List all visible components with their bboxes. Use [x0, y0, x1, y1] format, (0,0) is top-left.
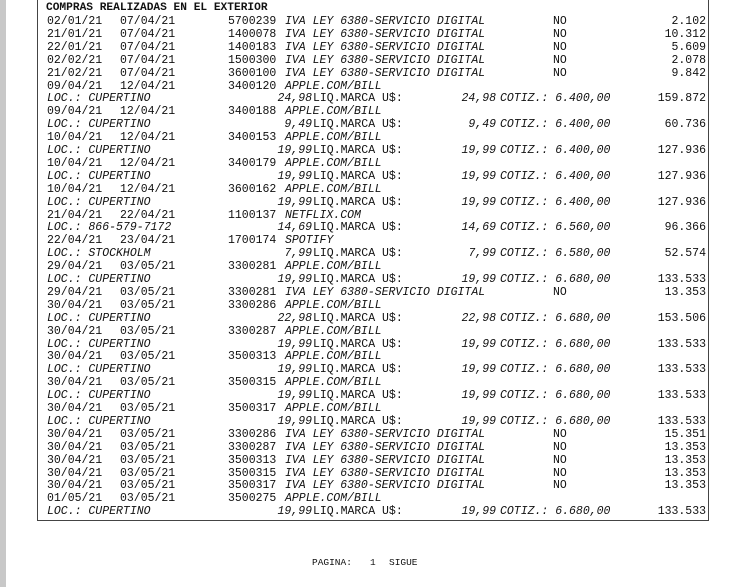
purchase-date: 30/04/21 — [47, 324, 103, 338]
exchange-rate: COTIZ.: 6.680,00 — [500, 273, 611, 286]
description: APPLE.COM/BILL — [285, 376, 382, 390]
flag: NO — [553, 466, 567, 480]
posting-date: 03/05/21 — [120, 376, 176, 390]
location: LOC.: CUPERTINO — [47, 505, 151, 519]
flag: NO — [553, 66, 567, 80]
original-amount: 22,98 — [277, 311, 312, 325]
description: APPLE.COM/BILL — [285, 156, 382, 170]
purchase-date: 30/04/21 — [47, 466, 103, 480]
purchase-date: 02/01/21 — [47, 15, 103, 28]
posting-date: 12/04/21 — [120, 105, 176, 119]
posting-date: 22/04/21 — [120, 208, 176, 222]
voucher-number: 3500313 — [228, 350, 277, 364]
voucher-number: 3400188 — [228, 105, 277, 119]
description: IVA LEY 6380-SERVICIO DIGITAL — [285, 53, 486, 67]
exchange-rate: COTIZ.: 6.400,00 — [500, 118, 611, 132]
exchange-rate: COTIZ.: 6.680,00 — [500, 389, 611, 403]
amount: 133.533 — [657, 414, 706, 428]
voucher-number: 3600162 — [228, 182, 277, 196]
purchase-date: 30/04/21 — [47, 479, 103, 493]
exchange-rate: COTIZ.: 6.580,00 — [500, 247, 611, 261]
amount: 52.574 — [664, 247, 706, 261]
voucher-number: 3300287 — [228, 324, 277, 338]
amount: 13.353 — [664, 479, 706, 493]
voucher-number: 3400179 — [228, 156, 277, 170]
voucher-number: 1400078 — [228, 27, 277, 41]
description: APPLE.COM/BILL — [285, 105, 382, 119]
voucher-number: 3300286 — [228, 427, 277, 441]
amount: 9.842 — [671, 66, 706, 80]
flag: NO — [553, 285, 567, 299]
original-amount: 19,99 — [277, 363, 312, 377]
posting-date: 03/05/21 — [120, 440, 176, 454]
exchange-rate: COTIZ.: 6.680,00 — [500, 311, 611, 325]
description: IVA LEY 6380-SERVICIO DIGITAL — [285, 27, 486, 41]
amount: 13.353 — [664, 453, 706, 467]
purchase-date: 29/04/21 — [47, 260, 103, 274]
flag: NO — [553, 40, 567, 54]
purchase-date: 21/02/21 — [47, 66, 103, 80]
location: LOC.: STOCKHOLM — [47, 247, 151, 261]
usd-amount: 14,69 — [461, 221, 496, 235]
posting-date: 23/04/21 — [120, 234, 176, 248]
liquidation-label: LIQ.MARCA U$: — [313, 118, 403, 132]
usd-amount: 24,98 — [461, 92, 496, 106]
usd-amount: 19,99 — [461, 363, 496, 377]
voucher-number: 3300287 — [228, 440, 277, 454]
amount: 2.102 — [671, 15, 706, 28]
exchange-rate: COTIZ.: 6.400,00 — [500, 92, 611, 106]
posting-date: 03/05/21 — [120, 402, 176, 415]
purchase-date: 22/04/21 — [47, 234, 103, 248]
purchase-date: 30/04/21 — [47, 402, 103, 415]
amount: 133.533 — [657, 505, 706, 519]
page-label: PAGINA: — [312, 557, 352, 568]
usd-amount: 7,99 — [468, 247, 496, 261]
description: IVA LEY 6380-SERVICIO DIGITAL — [285, 66, 486, 80]
location: LOC.: CUPERTINO — [47, 414, 151, 428]
location: LOC.: CUPERTINO — [47, 389, 151, 403]
amount: 127.936 — [657, 144, 706, 157]
posting-date: 03/05/21 — [120, 479, 176, 493]
location: LOC.: CUPERTINO — [47, 195, 151, 209]
description: APPLE.COM/BILL — [285, 260, 382, 274]
posting-date: 07/04/21 — [120, 27, 176, 41]
description: NETFLIX.COM — [285, 208, 361, 222]
description: APPLE.COM/BILL — [285, 182, 382, 196]
original-amount: 24,98 — [277, 92, 312, 106]
posting-date: 07/04/21 — [120, 40, 176, 54]
description: IVA LEY 6380-SERVICIO DIGITAL — [285, 479, 486, 493]
amount: 133.533 — [657, 363, 706, 377]
voucher-number: 3500317 — [228, 479, 277, 493]
purchase-date: 21/01/21 — [47, 27, 103, 41]
voucher-number: 3600100 — [228, 66, 277, 80]
description: IVA LEY 6380-SERVICIO DIGITAL — [285, 285, 486, 299]
purchase-date: 10/04/21 — [47, 131, 103, 145]
voucher-number: 3500313 — [228, 453, 277, 467]
description: IVA LEY 6380-SERVICIO DIGITAL — [285, 466, 486, 480]
liquidation-label: LIQ.MARCA U$: — [313, 505, 403, 519]
voucher-number: 1700174 — [228, 234, 277, 248]
posting-date: 03/05/21 — [120, 260, 176, 274]
liquidation-label: LIQ.MARCA U$: — [313, 337, 403, 351]
voucher-number: 1100137 — [228, 208, 277, 222]
location: LOC.: CUPERTINO — [47, 337, 151, 351]
voucher-number: 3300286 — [228, 298, 277, 312]
posting-date: 12/04/21 — [120, 79, 176, 93]
location: LOC.: CUPERTINO — [47, 144, 151, 157]
description: APPLE.COM/BILL — [285, 350, 382, 364]
posting-date: 03/05/21 — [120, 453, 176, 467]
liquidation-label: LIQ.MARCA U$: — [313, 414, 403, 428]
flag: NO — [553, 479, 567, 493]
usd-amount: 19,99 — [461, 389, 496, 403]
amount: 60.736 — [664, 118, 706, 132]
posting-date: 12/04/21 — [120, 156, 176, 170]
purchase-date: 30/04/21 — [47, 350, 103, 364]
liquidation-label: LIQ.MARCA U$: — [313, 311, 403, 325]
liquidation-label: LIQ.MARCA U$: — [313, 195, 403, 209]
location: LOC.: CUPERTINO — [47, 363, 151, 377]
description: APPLE.COM/BILL — [285, 324, 382, 338]
page-edge — [0, 0, 6, 587]
original-amount: 19,99 — [277, 414, 312, 428]
voucher-number: 5700239 — [228, 15, 277, 28]
amount: 15.351 — [664, 427, 706, 441]
original-amount: 14,69 — [277, 221, 312, 235]
voucher-number: 3300281 — [228, 285, 277, 299]
amount: 13.353 — [664, 466, 706, 480]
original-amount: 19,99 — [277, 169, 312, 183]
location: LOC.: CUPERTINO — [47, 118, 151, 132]
flag: NO — [553, 440, 567, 454]
voucher-number: 3400120 — [228, 79, 277, 93]
amount: 13.353 — [664, 440, 706, 454]
amount: 5.609 — [671, 40, 706, 54]
exchange-rate: COTIZ.: 6.680,00 — [500, 414, 611, 428]
posting-date: 07/04/21 — [120, 15, 176, 28]
purchase-date: 10/04/21 — [47, 156, 103, 170]
usd-amount: 19,99 — [461, 505, 496, 519]
amount: 133.533 — [657, 389, 706, 403]
amount: 10.312 — [664, 27, 706, 41]
description: APPLE.COM/BILL — [285, 79, 382, 93]
posting-date: 03/05/21 — [120, 427, 176, 441]
posting-date: 03/05/21 — [120, 298, 176, 312]
liquidation-label: LIQ.MARCA U$: — [313, 221, 403, 235]
flag: NO — [553, 27, 567, 41]
amount: 127.936 — [657, 195, 706, 209]
liquidation-label: LIQ.MARCA U$: — [313, 144, 403, 157]
purchase-date: 02/02/21 — [47, 53, 103, 67]
purchase-date: 30/04/21 — [47, 440, 103, 454]
amount: 153.506 — [657, 311, 706, 325]
posting-date: 12/04/21 — [120, 182, 176, 196]
liquidation-label: LIQ.MARCA U$: — [313, 363, 403, 377]
purchase-date: 10/04/21 — [47, 182, 103, 196]
location: LOC.: 866-579-7172 — [47, 221, 172, 235]
posting-date: 03/05/21 — [120, 350, 176, 364]
exchange-rate: COTIZ.: 6.680,00 — [500, 363, 611, 377]
description: IVA LEY 6380-SERVICIO DIGITAL — [285, 15, 486, 28]
usd-amount: 9,49 — [468, 118, 496, 132]
original-amount: 7,99 — [284, 247, 312, 261]
exchange-rate: COTIZ.: 6.680,00 — [500, 505, 611, 519]
purchase-date: 30/04/21 — [47, 376, 103, 390]
description: SPOTIFY — [285, 234, 334, 248]
purchase-date: 09/04/21 — [47, 79, 103, 93]
purchase-date: 21/04/21 — [47, 208, 103, 222]
original-amount: 19,99 — [277, 389, 312, 403]
original-amount: 19,99 — [277, 144, 312, 157]
amount: 96.366 — [664, 221, 706, 235]
description: IVA LEY 6380-SERVICIO DIGITAL — [285, 40, 486, 54]
description: APPLE.COM/BILL — [285, 131, 382, 145]
flag: NO — [553, 453, 567, 467]
amount: 133.533 — [657, 273, 706, 286]
original-amount: 19,99 — [277, 273, 312, 286]
posting-date: 03/05/21 — [120, 492, 176, 506]
voucher-number: 1500300 — [228, 53, 277, 67]
original-amount: 19,99 — [277, 337, 312, 351]
posting-date: 03/05/21 — [120, 324, 176, 338]
amount: 159.872 — [657, 92, 706, 106]
continues-label: SIGUE — [389, 557, 418, 568]
voucher-number: 3500317 — [228, 402, 277, 415]
usd-amount: 19,99 — [461, 337, 496, 351]
original-amount: 9,49 — [284, 118, 312, 132]
location: LOC.: CUPERTINO — [47, 169, 151, 183]
purchase-date: 30/04/21 — [47, 427, 103, 441]
purchase-date: 01/05/21 — [47, 492, 103, 506]
flag: NO — [553, 15, 567, 28]
amount: 13.353 — [664, 285, 706, 299]
voucher-number: 3500315 — [228, 376, 277, 390]
original-amount: 19,99 — [277, 195, 312, 209]
description: IVA LEY 6380-SERVICIO DIGITAL — [285, 453, 486, 467]
amount: 127.936 — [657, 169, 706, 183]
voucher-number: 1400183 — [228, 40, 277, 54]
purchase-date: 09/04/21 — [47, 105, 103, 119]
posting-date: 03/05/21 — [120, 466, 176, 480]
posting-date: 07/04/21 — [120, 66, 176, 80]
exchange-rate: COTIZ.: 6.400,00 — [500, 144, 611, 157]
description: APPLE.COM/BILL — [285, 298, 382, 312]
exchange-rate: COTIZ.: 6.680,00 — [500, 337, 611, 351]
exchange-rate: COTIZ.: 6.560,00 — [500, 221, 611, 235]
posting-date: 12/04/21 — [120, 131, 176, 145]
voucher-number: 3300281 — [228, 260, 277, 274]
original-amount: 19,99 — [277, 505, 312, 519]
purchase-date: 29/04/21 — [47, 285, 103, 299]
location: LOC.: CUPERTINO — [47, 92, 151, 106]
liquidation-label: LIQ.MARCA U$: — [313, 169, 403, 183]
description: IVA LEY 6380-SERVICIO DIGITAL — [285, 427, 486, 441]
exchange-rate: COTIZ.: 6.400,00 — [500, 169, 611, 183]
amount: 2.078 — [671, 53, 706, 67]
section-title: COMPRAS REALIZADAS EN EL EXTERIOR — [46, 2, 268, 14]
posting-date: 03/05/21 — [120, 285, 176, 299]
usd-amount: 19,99 — [461, 144, 496, 157]
liquidation-label: LIQ.MARCA U$: — [313, 273, 403, 286]
usd-amount: 19,99 — [461, 414, 496, 428]
purchase-date: 30/04/21 — [47, 453, 103, 467]
usd-amount: 19,99 — [461, 273, 496, 286]
description: APPLE.COM/BILL — [285, 492, 382, 506]
voucher-number: 3500275 — [228, 492, 277, 506]
liquidation-label: LIQ.MARCA U$: — [313, 247, 403, 261]
description: IVA LEY 6380-SERVICIO DIGITAL — [285, 440, 486, 454]
purchase-date: 22/01/21 — [47, 40, 103, 54]
usd-amount: 22,98 — [461, 311, 496, 325]
location: LOC.: CUPERTINO — [47, 273, 151, 286]
exchange-rate: COTIZ.: 6.400,00 — [500, 195, 611, 209]
voucher-number: 3400153 — [228, 131, 277, 145]
voucher-number: 3500315 — [228, 466, 277, 480]
posting-date: 07/04/21 — [120, 53, 176, 67]
page-number: 1 — [370, 557, 376, 568]
usd-amount: 19,99 — [461, 169, 496, 183]
usd-amount: 19,99 — [461, 195, 496, 209]
flag: NO — [553, 53, 567, 67]
liquidation-label: LIQ.MARCA U$: — [313, 389, 403, 403]
description: APPLE.COM/BILL — [285, 402, 382, 415]
amount: 133.533 — [657, 337, 706, 351]
location: LOC.: CUPERTINO — [47, 311, 151, 325]
purchase-date: 30/04/21 — [47, 298, 103, 312]
liquidation-label: LIQ.MARCA U$: — [313, 92, 403, 106]
flag: NO — [553, 427, 567, 441]
